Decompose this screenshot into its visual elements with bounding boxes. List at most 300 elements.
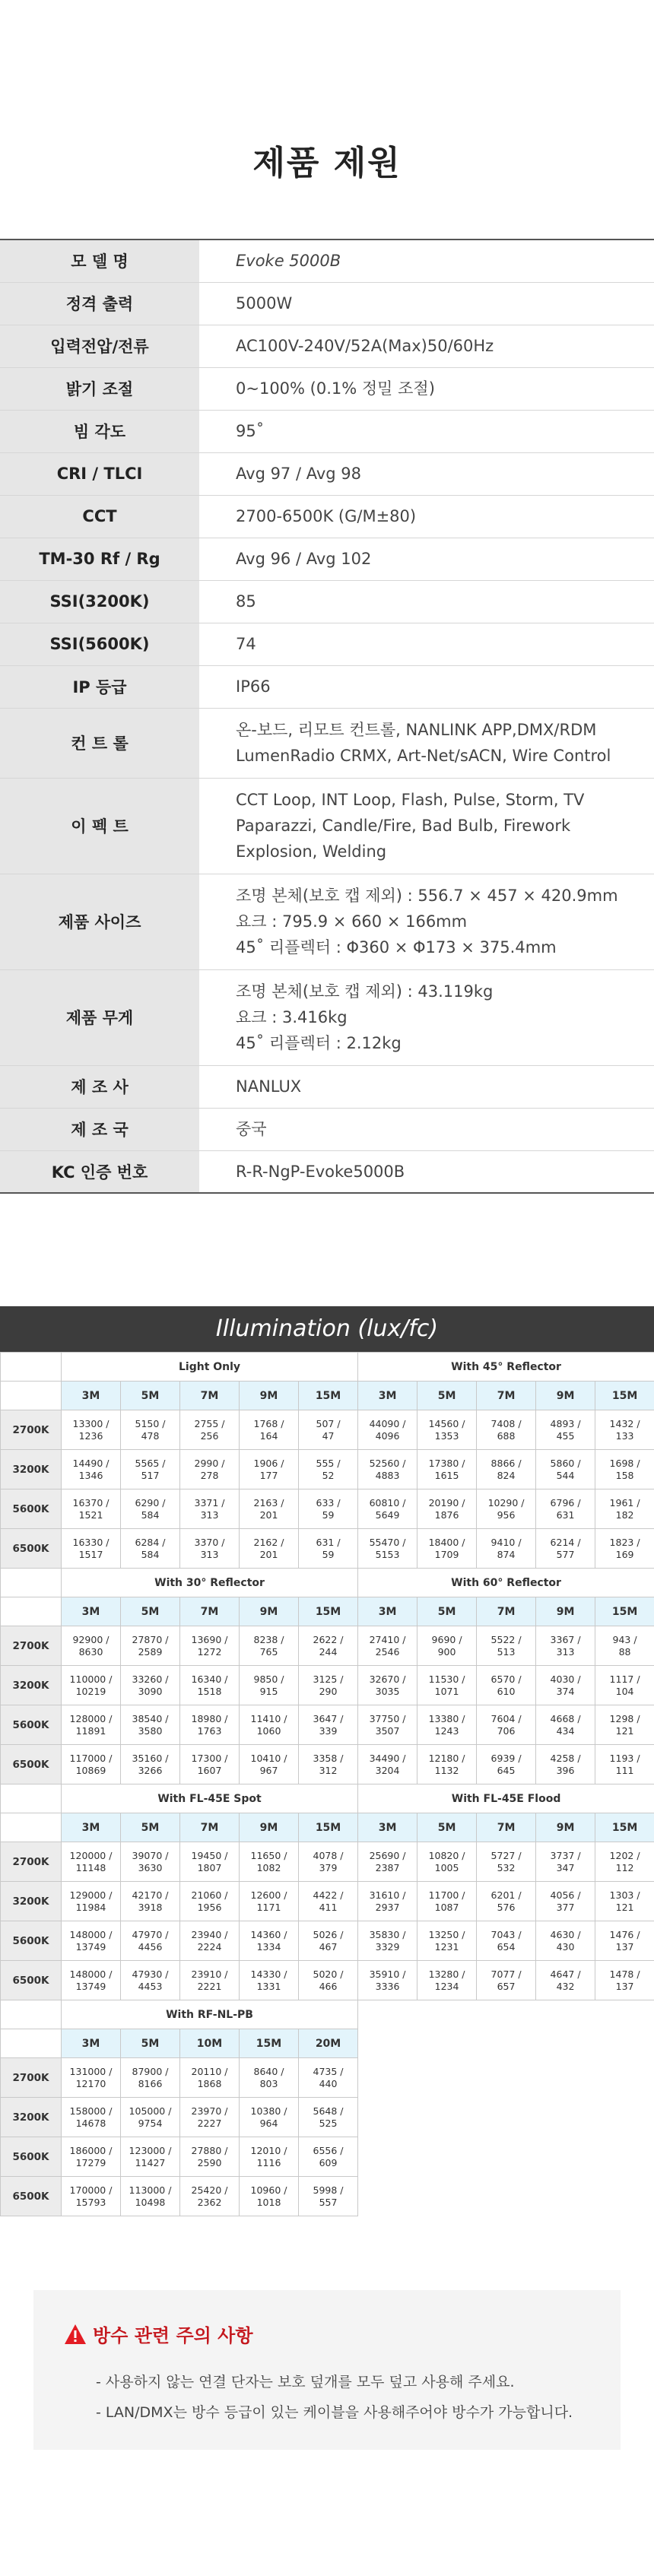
lux-value: 7043 / [490, 1928, 522, 1940]
fc-value: 13749 [75, 1940, 106, 1953]
illum-row [1, 1921, 654, 1961]
group-header-row [1, 1569, 654, 1597]
spec-label: TM-30 Rf / Rg [0, 538, 199, 580]
lux-value: 12010 / [250, 2144, 287, 2156]
illum-cell [417, 1745, 477, 1784]
illum-cell [180, 2058, 240, 2098]
fc-value: 5649 [375, 1508, 400, 1521]
illum-row [1, 1842, 654, 1882]
fc-value: 112 [615, 1861, 634, 1873]
fc-value: 2362 [197, 2196, 222, 2208]
lux-value: 170000 / [69, 2184, 113, 2196]
lux-value: 27880 / [191, 2144, 228, 2156]
spec-row [0, 452, 654, 495]
spec-value [199, 1150, 654, 1193]
group-header: With 60° Reflector [358, 1569, 654, 1597]
illum-cell [477, 1410, 536, 1450]
distance-header: 20M [299, 2029, 358, 2058]
illum-cell [180, 1450, 240, 1489]
illum-cell [536, 1745, 595, 1784]
lux-value: 1823 / [609, 1536, 640, 1548]
illum-cell [299, 2137, 358, 2177]
fc-value: 645 [497, 1764, 516, 1776]
illum-cell [121, 1921, 180, 1961]
illum-cell [595, 1410, 654, 1450]
fc-value: 1868 [197, 2077, 222, 2089]
illum-cell [121, 1705, 180, 1745]
lux-value: 5860 / [550, 1457, 581, 1469]
illum-cell [240, 1666, 299, 1705]
illum-cell [240, 1450, 299, 1489]
spec-table [0, 239, 654, 1194]
group-header: Light Only [62, 1353, 358, 1382]
lux-value: 3371 / [194, 1496, 225, 1508]
fc-value: 1234 [434, 1980, 459, 1992]
illum-cell [299, 2177, 358, 2216]
spec-value-line: 2700-6500K (G/M±80) [236, 507, 417, 525]
illum-cell [121, 2137, 180, 2177]
spec-label: 컨 트 롤 [0, 708, 199, 778]
fc-value: 137 [615, 1980, 634, 1992]
illum-row [1, 1529, 654, 1569]
lux-value: 42170 / [132, 1889, 169, 1901]
distance-header: 7M [180, 1813, 240, 1842]
illum-cell [180, 1626, 240, 1666]
distance-header: 3M [62, 1382, 121, 1410]
distance-header: 3M [62, 1597, 121, 1626]
lux-value: 14360 / [250, 1928, 287, 1940]
lux-value: 4258 / [550, 1752, 581, 1764]
lux-value: 27410 / [369, 1633, 406, 1645]
fc-value: 11984 [75, 1901, 106, 1913]
fc-value: 1956 [197, 1901, 222, 1913]
empty-cell [358, 2000, 654, 2029]
illum-cell [240, 1626, 299, 1666]
spec-row [0, 623, 654, 665]
spec-label: CRI / TLCI [0, 452, 199, 495]
illum-cell [62, 1410, 121, 1450]
lux-value: 11530 / [428, 1673, 465, 1685]
fc-value: 8166 [138, 2077, 163, 2089]
lux-value: 55470 / [369, 1536, 406, 1548]
spec-value [199, 282, 654, 325]
lux-value: 1117 / [609, 1673, 640, 1685]
cct-label: 3200K [1, 2098, 62, 2137]
distance-header: 15M [240, 2029, 299, 2058]
illum-cell [417, 1450, 477, 1489]
lux-value: 52560 / [369, 1457, 406, 1469]
cct-label: 2700K [1, 1626, 62, 1666]
spec-label: SSI(5600K) [0, 623, 199, 665]
spec-label: 밝기 조절 [0, 367, 199, 410]
fc-value: 2589 [138, 1645, 163, 1658]
fc-value: 1082 [256, 1861, 281, 1873]
fc-value: 379 [319, 1861, 338, 1873]
illum-cell [358, 1961, 417, 2000]
lux-value: 20190 / [428, 1496, 465, 1508]
fc-value: 2546 [375, 1645, 400, 1658]
spec-value-line: Avg 97 / Avg 98 [236, 465, 362, 483]
illum-row [1, 2098, 654, 2137]
lux-value: 5727 / [490, 1849, 522, 1861]
caution-title [64, 2321, 621, 2347]
lux-value: 9690 / [431, 1633, 462, 1645]
spec-row [0, 495, 654, 538]
fc-value: 9754 [138, 2117, 163, 2129]
lux-value: 3737 / [550, 1849, 581, 1861]
spec-row [0, 1150, 654, 1193]
illum-cell [62, 2137, 121, 2177]
illumination-section [0, 1306, 654, 2216]
illum-cell [180, 1666, 240, 1705]
illum-row [1, 1666, 654, 1705]
lux-value: 5648 / [313, 2105, 344, 2117]
illum-cell [240, 1705, 299, 1745]
fc-value: 3035 [375, 1685, 400, 1697]
fc-value: 1171 [256, 1901, 281, 1913]
illum-cell [121, 1529, 180, 1569]
lux-value: 6284 / [135, 1536, 166, 1548]
illum-cell [417, 1842, 477, 1882]
distance-header: 15M [299, 1813, 358, 1842]
column-header-row [1, 2029, 654, 2058]
cct-label: 5600K [1, 1705, 62, 1745]
spec-label: 정격 출력 [0, 282, 199, 325]
lux-value: 19450 / [191, 1849, 228, 1861]
illum-cell [180, 1961, 240, 2000]
spec-value-line: 74 [236, 635, 256, 653]
spec-label: IP 등급 [0, 665, 199, 708]
lux-value: 10960 / [250, 2184, 287, 2196]
fc-value: 824 [497, 1469, 516, 1481]
illum-cell [240, 1842, 299, 1882]
fc-value: 1763 [197, 1724, 222, 1737]
lux-value: 14560 / [428, 1417, 465, 1429]
lux-value: 631 / [316, 1536, 341, 1548]
lux-value: 110000 / [69, 1673, 113, 1685]
fc-value: 964 [259, 2117, 278, 2129]
illum-cell [595, 1745, 654, 1784]
fc-value: 1331 [256, 1980, 281, 1992]
spec-value-line: 조명 본체(보호 캡 제외) : 43.119kg [236, 982, 494, 1001]
fc-value: 1876 [434, 1508, 459, 1521]
fc-value: 4883 [375, 1469, 400, 1481]
fc-value: 256 [200, 1429, 219, 1442]
illum-cell [536, 1410, 595, 1450]
illum-cell [299, 1921, 358, 1961]
spec-value [199, 778, 654, 874]
lux-value: 5026 / [313, 1928, 344, 1940]
illum-cell [180, 1489, 240, 1529]
lux-value: 128000 / [69, 1712, 113, 1724]
illum-cell [240, 2137, 299, 2177]
fc-value: 1272 [197, 1645, 222, 1658]
spec-value-line: Paparazzi, Candle/Fire, Bad Bulb, Firework [236, 817, 571, 835]
lux-value: 13280 / [428, 1968, 465, 1980]
spec-value-line: 5000W [236, 294, 293, 312]
spec-row [0, 367, 654, 410]
lux-value: 120000 / [69, 1849, 113, 1861]
fc-value: 278 [200, 1469, 219, 1481]
spec-row [0, 325, 654, 367]
fc-value: 47 [322, 1429, 335, 1442]
spec-value-line: Avg 96 / Avg 102 [236, 550, 372, 568]
illum-cell [477, 1489, 536, 1529]
illum-cell [358, 1450, 417, 1489]
fc-value: 1607 [197, 1764, 222, 1776]
spec-label: CCT [0, 495, 199, 538]
spec-label: KC 인증 번호 [0, 1150, 199, 1193]
illum-cell [240, 1489, 299, 1529]
fc-value: 1518 [197, 1685, 222, 1697]
distance-header: 9M [240, 1597, 299, 1626]
page-title: 제품 제원 [252, 144, 402, 182]
lux-value: 1768 / [253, 1417, 284, 1429]
cct-label: 6500K [1, 2177, 62, 2216]
distance-header: 5M [121, 1597, 180, 1626]
spec-value [199, 1065, 654, 1108]
fc-value: 3630 [138, 1861, 163, 1873]
lux-value: 35160 / [132, 1752, 169, 1764]
fc-value: 4456 [138, 1940, 163, 1953]
illum-cell [180, 1842, 240, 1882]
illum-cell [536, 1961, 595, 2000]
lux-value: 11650 / [250, 1849, 287, 1861]
fc-value: 2590 [197, 2156, 222, 2168]
lux-value: 87900 / [132, 2065, 169, 2077]
lux-value: 31610 / [369, 1889, 406, 1901]
spec-label: 제품 사이즈 [0, 874, 199, 969]
lux-value: 16330 / [72, 1536, 110, 1548]
fc-value: 1132 [434, 1764, 459, 1776]
lux-value: 20110 / [191, 2065, 228, 2077]
fc-value: 177 [259, 1469, 278, 1481]
illum-cell [595, 1921, 654, 1961]
illum-row [1, 1745, 654, 1784]
lux-value: 1906 / [253, 1457, 284, 1469]
spec-row [0, 708, 654, 778]
fc-value: 688 [497, 1429, 516, 1442]
illum-cell [536, 1489, 595, 1529]
distance-header: 7M [477, 1597, 536, 1626]
illum-cell [358, 1842, 417, 1882]
lux-value: 5150 / [135, 1417, 166, 1429]
distance-header: 15M [299, 1382, 358, 1410]
illum-cell [299, 1529, 358, 1569]
fc-value: 88 [618, 1645, 631, 1658]
spec-row [0, 874, 654, 969]
fc-value: 182 [615, 1508, 634, 1521]
lux-value: 10290 / [487, 1496, 525, 1508]
illum-cell [180, 1921, 240, 1961]
illum-cell [121, 1745, 180, 1784]
distance-header: 5M [417, 1382, 477, 1410]
fc-value: 803 [259, 2077, 278, 2089]
fc-value: 900 [437, 1645, 456, 1658]
lux-value: 555 / [316, 1457, 341, 1469]
spec-label: 제 조 사 [0, 1065, 199, 1108]
fc-value: 654 [497, 1940, 516, 1953]
spec-label: 빔 각도 [0, 410, 199, 452]
illum-cell [595, 1842, 654, 1882]
distance-header: 9M [536, 1382, 595, 1410]
fc-value: 1018 [256, 2196, 281, 2208]
lux-value: 2162 / [253, 1536, 284, 1548]
corner-cell [1, 2000, 62, 2029]
fc-value: 765 [259, 1645, 278, 1658]
lux-value: 7604 / [490, 1712, 522, 1724]
fc-value: 12170 [75, 2077, 106, 2089]
fc-value: 290 [319, 1685, 338, 1697]
illum-cell [299, 1745, 358, 1784]
fc-value: 631 [556, 1508, 575, 1521]
illum-row [1, 2058, 654, 2098]
spec-value-line: 요크 : 3.416kg [236, 1008, 348, 1026]
caution-item: - 사용하지 않는 연결 단자는 보호 덮개를 모두 덮고 사용해 주세요. [96, 2374, 515, 2390]
distance-header: 5M [121, 1813, 180, 1842]
distance-header: 5M [417, 1597, 477, 1626]
fc-value: 956 [497, 1508, 516, 1521]
fc-value: 3336 [375, 1980, 400, 1992]
lux-value: 6796 / [550, 1496, 581, 1508]
cct-label: 2700K [1, 1410, 62, 1450]
distance-header: 5M [417, 1813, 477, 1842]
illum-cell [62, 1626, 121, 1666]
fc-value: 4453 [138, 1980, 163, 1992]
illum-cell [62, 1961, 121, 2000]
spec-value [199, 495, 654, 538]
fc-value: 577 [556, 1548, 575, 1560]
lux-value: 105000 / [129, 2105, 172, 2117]
lux-value: 3358 / [313, 1752, 344, 1764]
spec-value-line: 45˚ 리플렉터 : Φ360 × Φ173 × 375.4mm [236, 938, 557, 956]
lux-value: 25690 / [369, 1849, 406, 1861]
illum-cell [180, 1882, 240, 1921]
illum-cell [358, 1410, 417, 1450]
illum-cell [240, 1882, 299, 1921]
lux-value: 35910 / [369, 1968, 406, 1980]
lux-value: 129000 / [69, 1889, 113, 1901]
lux-value: 158000 / [69, 2105, 113, 2117]
fc-value: 13749 [75, 1980, 106, 1992]
fc-value: 169 [615, 1548, 634, 1560]
lux-value: 1432 / [609, 1417, 640, 1429]
spec-row [0, 282, 654, 325]
illum-cell [536, 1529, 595, 1569]
empty-cell [358, 2098, 654, 2137]
fc-value: 1087 [434, 1901, 459, 1913]
illum-cell [240, 2098, 299, 2137]
distance-header: 7M [477, 1382, 536, 1410]
illum-row [1, 1626, 654, 1666]
spec-value [199, 410, 654, 452]
illum-cell [536, 1450, 595, 1489]
lux-value: 11700 / [428, 1889, 465, 1901]
illum-cell [477, 1705, 536, 1745]
spec-value-line: 45˚ 리플렉터 : 2.12kg [236, 1034, 402, 1052]
illum-cell [240, 1410, 299, 1450]
lux-value: 12180 / [428, 1752, 465, 1764]
cct-label: 5600K [1, 2137, 62, 2177]
illum-cell [417, 1529, 477, 1569]
lux-value: 148000 / [69, 1928, 113, 1940]
distance-header: 3M [62, 2029, 121, 2058]
corner-cell [1, 1353, 62, 1382]
illum-cell [358, 1489, 417, 1529]
fc-value: 513 [497, 1645, 516, 1658]
distance-header: 7M [180, 1382, 240, 1410]
fc-value: 1005 [434, 1861, 459, 1873]
fc-value: 1236 [78, 1429, 103, 1442]
fc-value: 576 [497, 1901, 516, 1913]
fc-value: 10869 [75, 1764, 106, 1776]
lux-value: 39070 / [132, 1849, 169, 1861]
lux-value: 9410 / [490, 1536, 522, 1548]
fc-value: 59 [322, 1508, 335, 1521]
lux-value: 2755 / [194, 1417, 225, 1429]
column-header-row [1, 1813, 654, 1842]
corner-cell [1, 1597, 62, 1626]
lux-value: 4893 / [550, 1417, 581, 1429]
lux-value: 148000 / [69, 1968, 113, 1980]
fc-value: 11148 [75, 1861, 106, 1873]
fc-value: 10498 [135, 2196, 166, 2208]
distance-header: 3M [358, 1382, 417, 1410]
caution-title-text: 방수 관련 주의 사항 [93, 2325, 253, 2346]
distance-header: 3M [358, 1597, 417, 1626]
illum-cell [417, 1489, 477, 1529]
fc-value: 59 [322, 1548, 335, 1560]
fc-value: 14678 [75, 2117, 106, 2129]
fc-value: 3507 [375, 1724, 400, 1737]
fc-value: 17279 [75, 2156, 106, 2168]
lux-value: 1961 / [609, 1496, 640, 1508]
spec-value [199, 969, 654, 1065]
lux-value: 60810 / [369, 1496, 406, 1508]
lux-value: 2622 / [313, 1633, 344, 1645]
lux-value: 4668 / [550, 1712, 581, 1724]
fc-value: 374 [556, 1685, 575, 1697]
fc-value: 1060 [256, 1724, 281, 1737]
empty-cell [358, 2177, 654, 2216]
fc-value: 339 [319, 1724, 338, 1737]
illum-cell [595, 1529, 654, 1569]
illum-cell [62, 2098, 121, 2137]
lux-value: 633 / [316, 1496, 341, 1508]
illum-cell [62, 1705, 121, 1745]
empty-cell [358, 2029, 654, 2058]
lux-value: 13690 / [191, 1633, 228, 1645]
illum-cell [121, 1961, 180, 2000]
spec-value [199, 623, 654, 665]
lux-value: 4630 / [550, 1928, 581, 1940]
illum-cell [121, 1666, 180, 1705]
lux-value: 4647 / [550, 1968, 581, 1980]
illum-cell [358, 1745, 417, 1784]
fc-value: 11891 [75, 1724, 106, 1737]
illum-cell [240, 1745, 299, 1784]
fc-value: 706 [497, 1724, 516, 1737]
fc-value: 396 [556, 1764, 575, 1776]
fc-value: 532 [497, 1861, 516, 1873]
distance-header: 15M [299, 1597, 358, 1626]
fc-value: 2227 [197, 2117, 222, 2129]
illum-cell [477, 1529, 536, 1569]
distance-header: 9M [240, 1813, 299, 1842]
spec-value-line: CCT Loop, INT Loop, Flash, Pulse, Storm, TV [236, 791, 585, 809]
corner-cell [1, 1784, 62, 1813]
spec-row [0, 240, 654, 282]
